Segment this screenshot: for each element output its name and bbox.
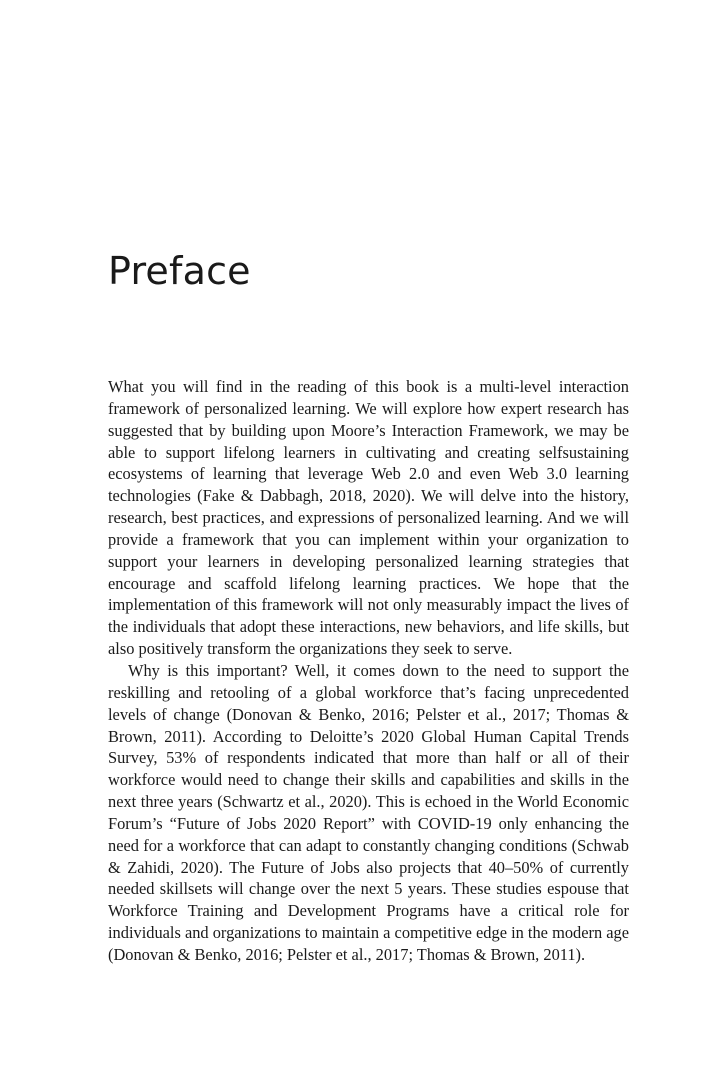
chapter-title: Preface (108, 249, 251, 293)
body-text (108, 376, 629, 966)
paragraph-1: What you will find in the reading of this book is a multi-level interaction framework of personalized learning. We will explore how expert research has suggested that by building upon Moore’s Interaction Framework, we may be able to support lifelong learners in cultivating and creating selfsustaining ecosystems of learning that leverage Web 2.0 and even Web 3.0 learning technologies (Fake & Dabbagh, 2018, 2020). We will delve into the history, research, best practices, and expressions of personalized learning. And we will provide a framework that you can implement within your organization to support your learners in developing personalized learning strategies that encourage and scaffold lifelong learning practices. We hope that the implementation of this framework will not only measurably impact the lives of the individuals that adopt these interactions, new behaviors, and life skills, but also positively transform the organizations they seek to serve. (108, 377, 629, 659)
paragraph-2: Why is this important? Well, it comes down to the need to support the reskilling and retooling of a global workforce that’s facing unprecedented levels of change (Donovan & Benko, 2016; Pelster et al., 2017; Thomas & Brown, 2011). According to Deloitte’s 2020 Global Human Capital Trends Survey, 53% of respondents indicated that more than half or all of their workforce would need to change their skills and capabilities and skills in the next three years (Schwartz et al., 2020). This is echoed in the World Economic Forum’s “Future of Jobs 2020 Report” with COVID-19 only enhancing the need for a workforce that can adapt to constantly changing conditions (Schwab & Zahidi, 2020). The Future of Jobs also projects that 40–50% of currently needed skillsets will change over the next 5 years. These studies espouse that Workforce Training and Development Programs have a critical role for individuals and organizations to maintain a competitive edge in the modern age (Donovan & Benko, 2016; Pelster et al., 2017; Thomas & Brown, 2011). (108, 660, 629, 964)
